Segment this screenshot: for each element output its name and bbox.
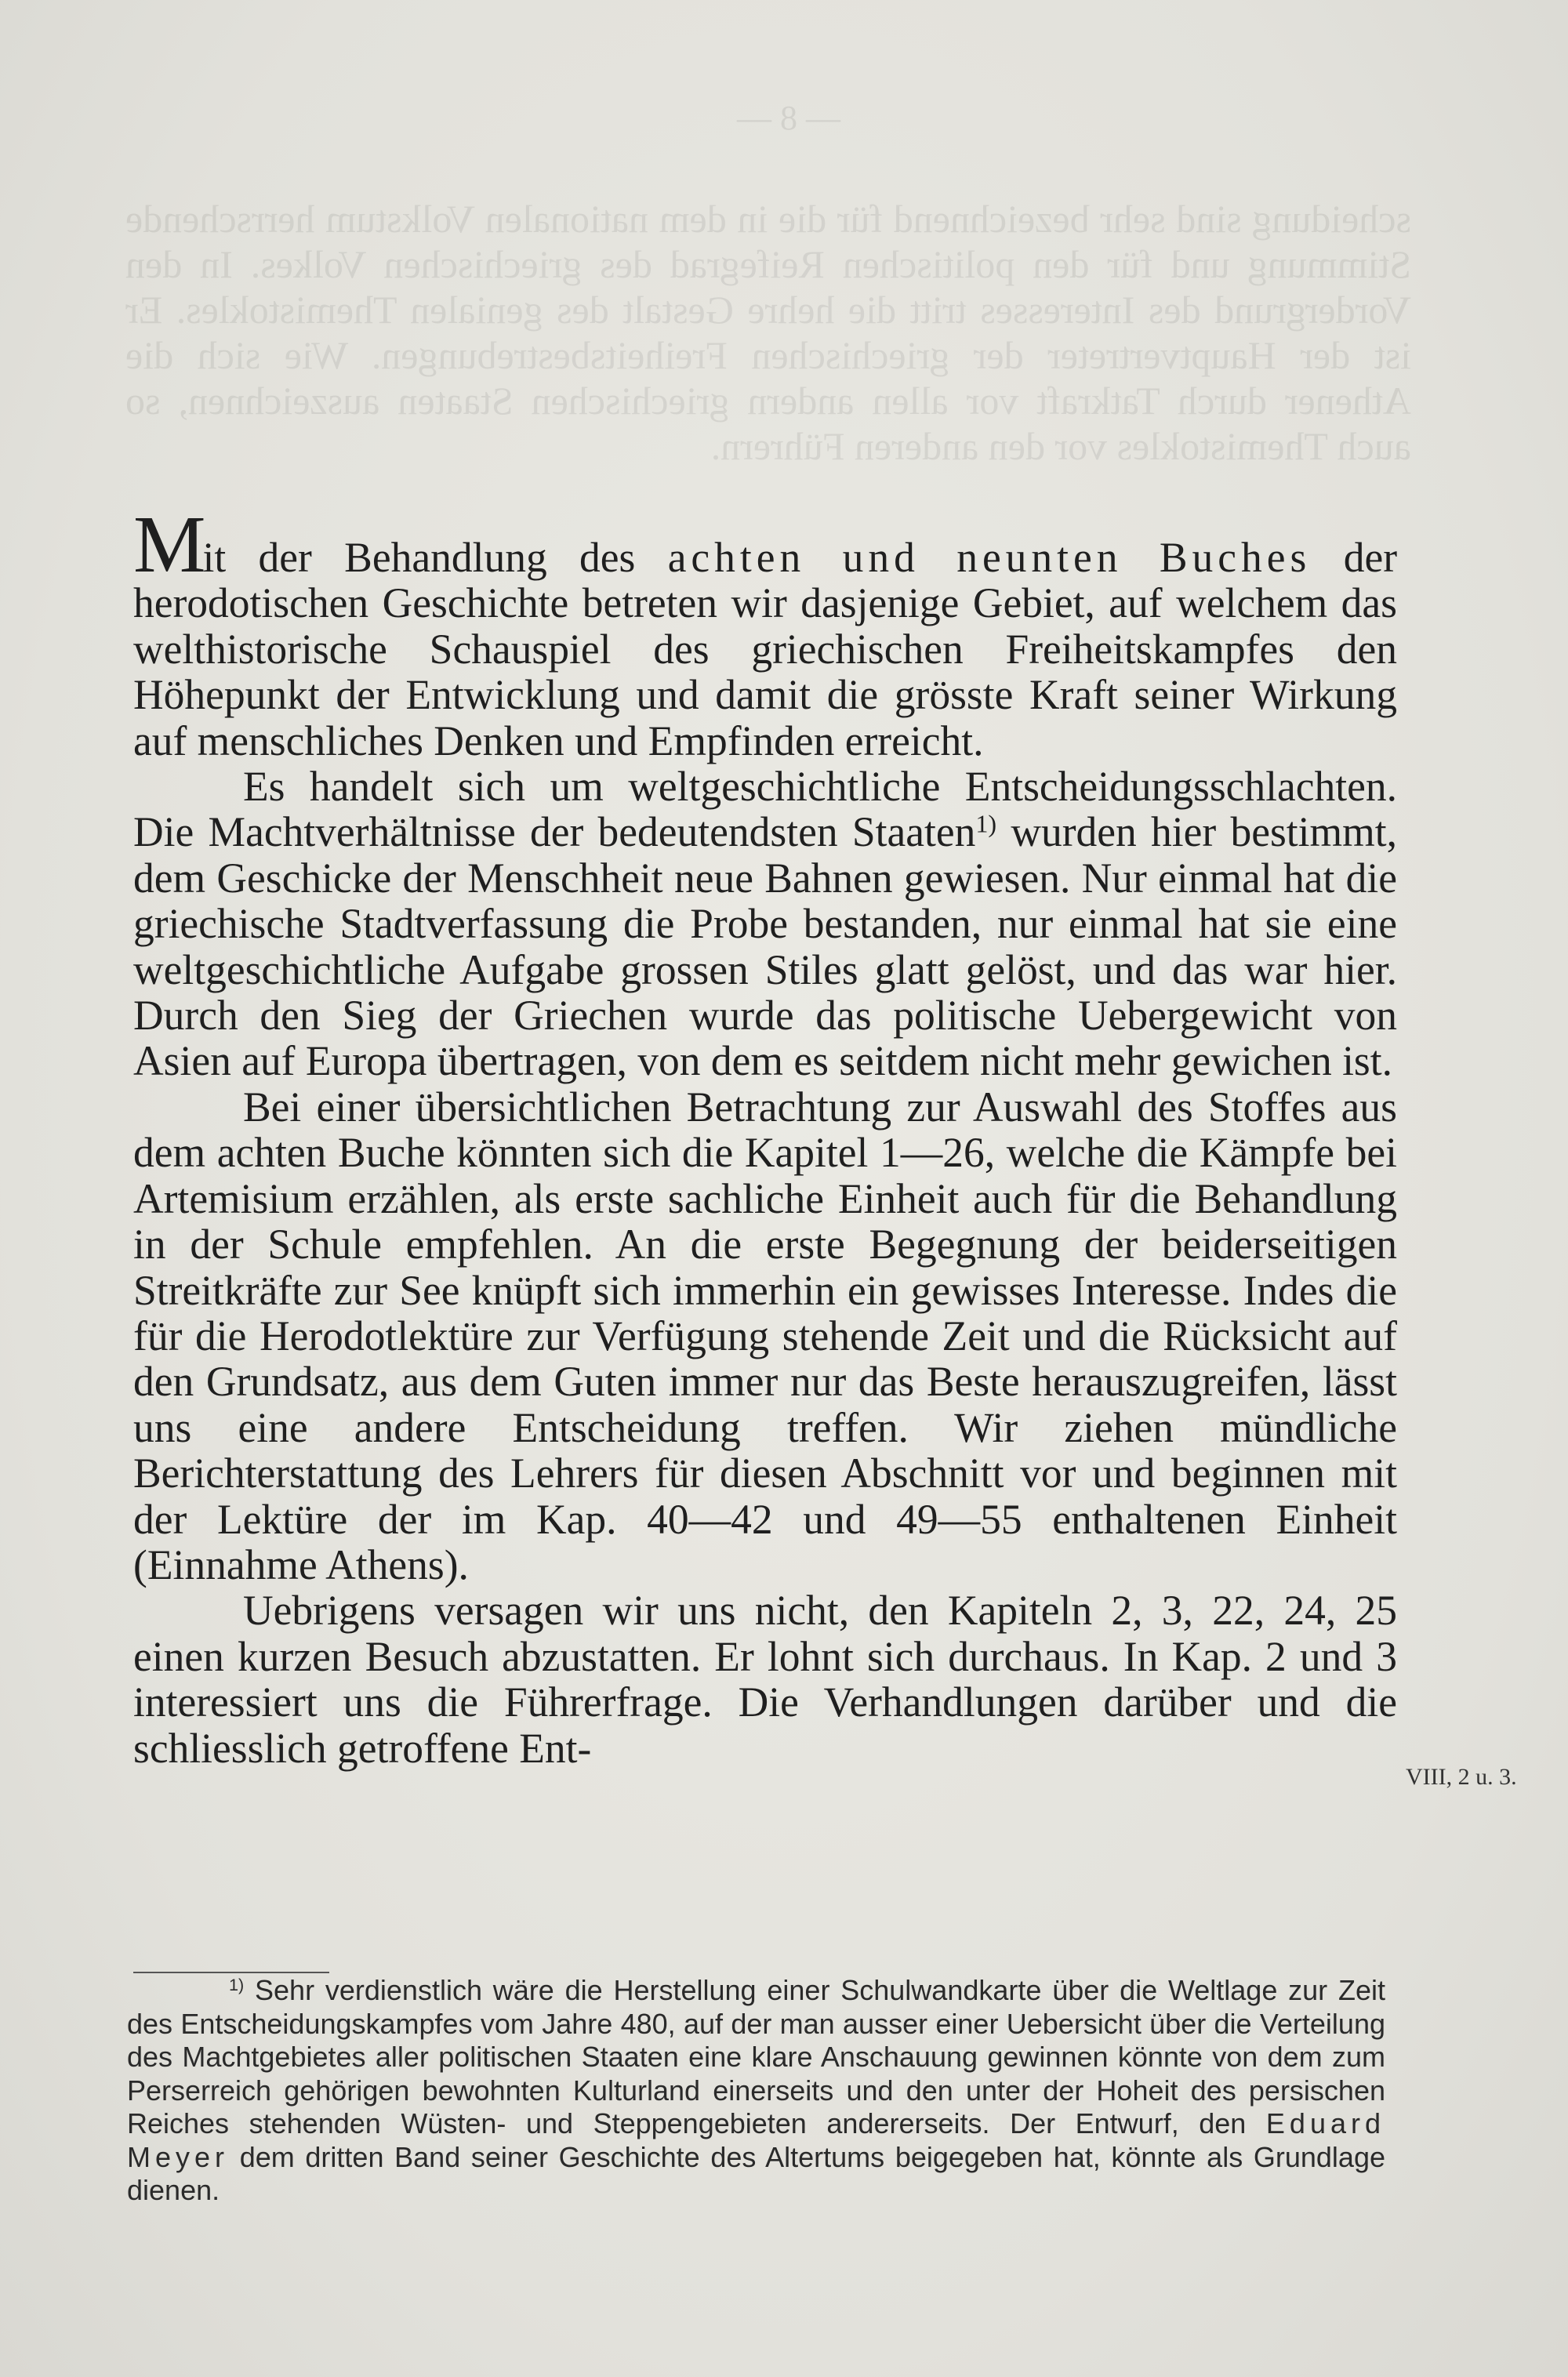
- paragraph-2: [133, 764, 1397, 1084]
- p1-text-b: der herodotischen Geschichte betreten wir dasjenige Gebiet, auf welchem das welthistorische Schauspiel des griechischen Freiheitskampfes den Höhepunkt der Entwicklung und damit die grösste Kraft seiner Wirkung auf menschliches Denken und Empfinden erreicht.: [133, 534, 1398, 764]
- bleed-through-text: scheidung sind sehr bezeichnend für die in dem nationalen Volkstum herrschende Stimmung und für den politischen Reifegrad des griechischen Volkes. In den Vordergrund des Interesses tritt die hehre Gestalt des genialen Themistokles. Er ist der Hauptvertreter der griechischen Freiheitsbestrebungen. Wie sich die Athener durch Tatkraft vor allen andern griechischen Staaten auszeichnen, so auch Themistokles vor den anderen Führern.: [125, 197, 1411, 468]
- footnote: [127, 1974, 1385, 2208]
- footnote-reference[interactable]: 1): [975, 809, 997, 838]
- paragraph-3: Bei einer übersichtlichen Betrachtung zur Auswahl des Stoffes aus dem achten Buche könnten sich die Kapitel 1—26, welche die Kämpfe bei Artemisium erzählen, als erste sachliche Einheit auch für die Behandlung in der Schule empfehlen. An die erste Begegnung der beiderseitigen Streitkräfte zur See knüpft sich immerhin ein gewisses Interesse. Indes die für die Herodotlektüre zur Verfügung stehende Zeit und die Rücksicht auf den Grundsatz, aus dem Guten immer nur das Beste herauszugreifen, lässt uns eine andere Entscheidung treffen. Wir ziehen mündliche Berichterstattung des Lehrers für diesen Abschnitt vor und beginnen mit der Lektüre der im Kap. 40—42 und 49—55 enthaltenen Einheit (Einnahme Athens).: [133, 1083, 1397, 1588]
- p1-emphasis: achten und neunten Buches: [667, 534, 1312, 581]
- footnote-paragraph: [127, 1974, 1385, 2208]
- footnote-text-b: dem dritten Band seiner Geschichte des Altertums beigegeben hat, könnte als Grundlage dienen.: [127, 2140, 1385, 2206]
- paragraph-1: [133, 499, 1398, 764]
- footnote-marker: 1): [229, 1975, 245, 1995]
- footnote-text-a: Sehr verdienstlich wäre die Herstellung einer Schulwandkarte über die Weltlage zur Zeit des Entscheidungskampfes vom Jahre 480, auf der man ausser einer Uebersicht über die Verteilung des Machtgebietes aller politischen Staaten eine klare Anschauung gewinnen könnte von dem zum Perserreich gehörigen bewohnten Kulturland einerseits und den unter der Hoheit des persischen Reiches stehenden Wüsten- und Steppengebieten andererseits. Der Entwurf, den: [127, 1974, 1385, 2139]
- p2-text-b: wurden hier bestimmt, dem Geschicke der Menschheit neue Bahnen gewiesen. Nur einmal hat die griechische Stadtverfassung die Probe bestanden, nur einmal hat sie eine weltgeschichtliche Aufgabe grossen Stiles glatt gelöst, und das war hier. Durch den Sieg der Griechen wurde das politische Uebergewicht von Asien auf Europa übertragen, von dem es seitdem nicht mehr gewichen ist.: [133, 808, 1397, 1085]
- main-text: [133, 499, 1398, 1772]
- paragraph-4: Uebrigens versagen wir uns nicht, den Kapiteln 2, 3, 22, 24, 25 einen kurzen Besuch abzustatten. Er lohnt sich durchaus. In Kap. 2 und 3 interessiert uns die Führerfrage. Die Verhandlungen darüber und die schliesslich getroffene Ent-: [133, 1587, 1397, 1772]
- author-name: Eduard Meyer: [127, 2107, 1385, 2173]
- p1-text-a: it der Behandlung des: [202, 534, 668, 581]
- p2-text-a: Es handelt sich um weltgeschichtliche Entscheidungsschlachten. Die Machtverhältnisse der bedeutendsten Staaten: [133, 763, 1397, 856]
- drop-cap: M: [133, 499, 203, 590]
- bleed-through-page-number: — 8 —: [737, 99, 840, 137]
- footnote-divider: [133, 1972, 329, 1973]
- margin-note: VIII, 2 u. 3.: [1406, 1764, 1517, 1790]
